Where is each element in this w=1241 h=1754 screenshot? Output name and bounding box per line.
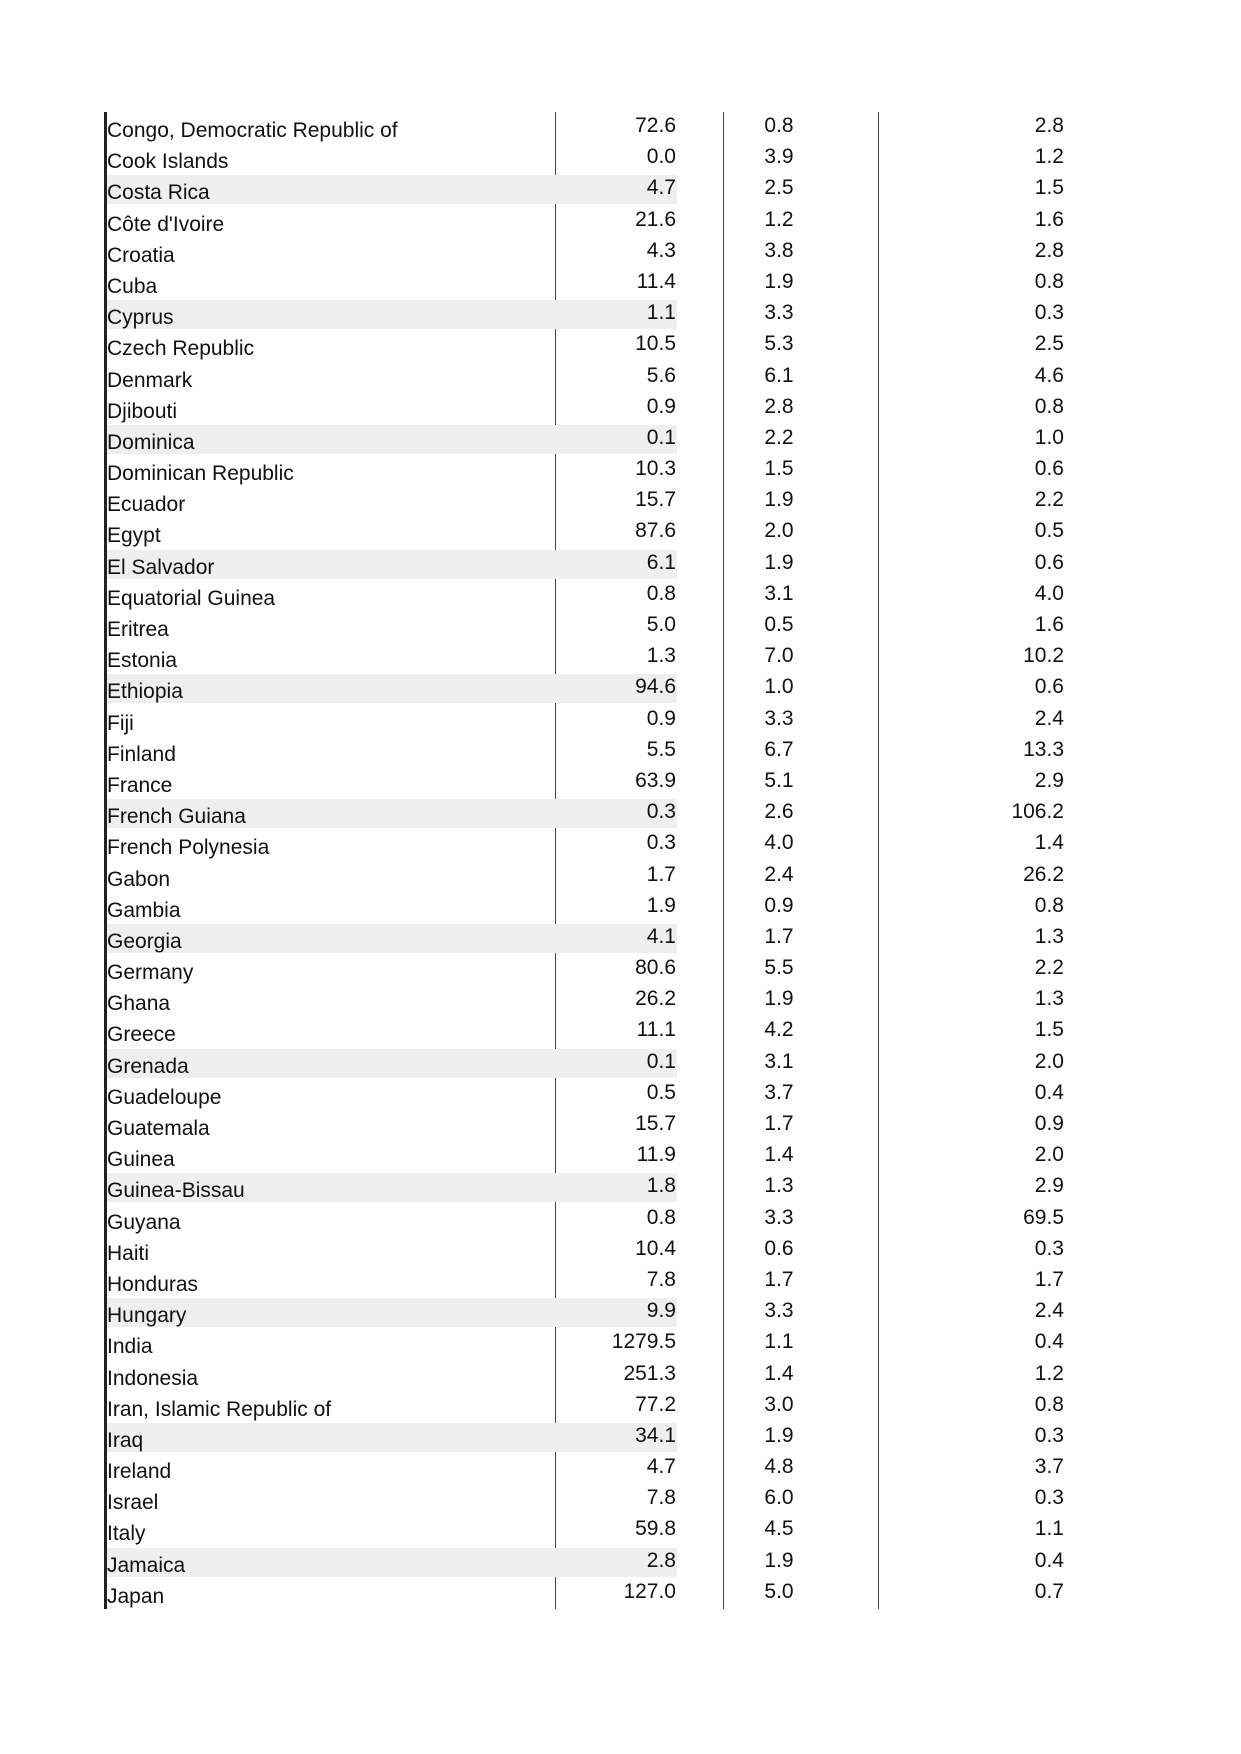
value-column-1-cell: 9.9 — [646, 1299, 676, 1323]
value-column-3-cell: 0.8 — [1034, 269, 1064, 293]
table-row — [104, 1484, 1064, 1515]
value-column-2-cell: 2.5 — [764, 176, 794, 200]
value-column-2-cell: 1.2 — [764, 207, 794, 231]
value-column-2-cell: 1.7 — [764, 924, 794, 948]
value-column-2-cell: 1.3 — [764, 1174, 794, 1198]
country-name-cell: Cyprus — [107, 306, 174, 330]
table-row — [104, 705, 1064, 736]
table-row — [104, 549, 1064, 580]
country-name-cell: Ghana — [107, 992, 171, 1016]
country-name-cell: Greece — [107, 1023, 176, 1047]
value-column-2-cell: 2.4 — [764, 862, 794, 886]
country-name-cell: Guadeloupe — [107, 1085, 222, 1109]
value-column-3-cell: 0.5 — [1034, 519, 1064, 543]
country-name-cell: Guatemala — [107, 1117, 210, 1140]
value-column-3-cell: 0.4 — [1034, 1080, 1064, 1104]
value-column-3-cell: 1.5 — [1034, 176, 1064, 200]
value-column-2-cell: 1.5 — [764, 457, 794, 481]
table-row — [104, 861, 1064, 892]
value-column-3-cell: 0.8 — [1034, 1392, 1064, 1416]
country-name-cell: Haiti — [107, 1241, 150, 1265]
value-column-3-cell: 2.8 — [1034, 114, 1064, 137]
table-row — [104, 112, 1064, 143]
table-row — [104, 1266, 1064, 1297]
value-column-2-cell: 5.0 — [764, 1579, 794, 1603]
table-row — [104, 455, 1064, 486]
value-column-1-cell: 7.8 — [646, 1486, 676, 1510]
value-column-2-cell: 3.8 — [764, 238, 794, 262]
value-column-2-cell: 1.9 — [764, 1423, 794, 1447]
value-column-3-cell: 1.1 — [1034, 1517, 1064, 1541]
country-name-cell: Czech Republic — [107, 337, 255, 361]
value-column-1-cell: 0.9 — [646, 706, 676, 730]
value-column-1-cell: 7.8 — [646, 1267, 676, 1291]
value-column-2-cell: 3.1 — [764, 581, 794, 605]
value-column-3-cell: 0.8 — [1034, 893, 1064, 917]
value-column-1-cell: 5.6 — [646, 363, 676, 387]
table-row — [104, 829, 1064, 860]
country-name-cell: Croatia — [107, 243, 175, 267]
value-column-2-cell: 2.2 — [764, 425, 794, 449]
value-column-3-cell: 106.2 — [1011, 800, 1064, 824]
country-name-cell: Costa Rica — [107, 181, 210, 205]
table-row — [104, 1141, 1064, 1172]
value-column-1-cell: 0.9 — [646, 394, 676, 418]
value-column-3-cell: 1.6 — [1034, 207, 1064, 231]
value-column-2-cell: 5.1 — [764, 768, 794, 792]
country-name-cell: Côte d'Ivoire — [107, 212, 225, 236]
country-name-cell: Congo, Democratic Republic of — [107, 119, 398, 142]
value-column-3-cell: 0.6 — [1034, 675, 1064, 699]
value-column-3-cell: 2.2 — [1034, 956, 1064, 980]
value-column-2-cell: 2.8 — [764, 394, 794, 418]
table-row — [104, 237, 1064, 268]
value-column-3-cell: 0.3 — [1034, 1486, 1064, 1510]
value-column-2-cell: 0.9 — [764, 893, 794, 917]
value-column-1-cell: 0.3 — [646, 800, 676, 824]
country-name-cell: Guinea — [107, 1148, 175, 1172]
table-row — [104, 1391, 1064, 1422]
value-column-1-cell: 5.5 — [646, 737, 676, 761]
country-name-cell: Dominica — [107, 430, 195, 454]
value-column-1-cell: 77.2 — [635, 1392, 676, 1416]
country-name-cell: French Guiana — [107, 805, 246, 829]
table-row — [104, 1235, 1064, 1266]
value-column-2-cell: 4.5 — [764, 1517, 794, 1541]
value-column-3-cell: 0.6 — [1034, 457, 1064, 481]
value-column-2-cell: 0.8 — [764, 114, 794, 137]
table-row — [104, 1422, 1064, 1453]
country-name-cell: Estonia — [107, 649, 178, 673]
value-column-2-cell: 1.9 — [764, 488, 794, 512]
value-column-2-cell: 1.9 — [764, 1548, 794, 1572]
value-column-2-cell: 7.0 — [764, 644, 794, 668]
value-column-1-cell: 0.3 — [646, 831, 676, 855]
table-row — [104, 1578, 1064, 1609]
value-column-2-cell: 6.1 — [764, 363, 794, 387]
value-column-1-cell: 15.7 — [635, 488, 676, 512]
value-column-3-cell: 0.3 — [1034, 1236, 1064, 1260]
country-name-cell: Fiji — [107, 711, 134, 735]
country-name-cell: Ecuador — [107, 493, 186, 517]
value-column-2-cell: 6.0 — [764, 1486, 794, 1510]
value-column-2-cell: 5.3 — [764, 332, 794, 356]
value-column-1-cell: 80.6 — [635, 956, 676, 980]
country-name-cell: Japan — [107, 1584, 165, 1608]
table-row — [104, 1453, 1064, 1484]
country-name-cell: Honduras — [107, 1272, 199, 1296]
value-column-1-cell: 127.0 — [623, 1579, 676, 1603]
value-column-1-cell: 6.1 — [646, 550, 676, 574]
table-row — [104, 1328, 1064, 1359]
table-row — [104, 174, 1064, 205]
value-column-2-cell: 2.6 — [764, 800, 794, 824]
table-row — [104, 1360, 1064, 1391]
country-name-cell: France — [107, 773, 173, 797]
value-column-3-cell: 1.0 — [1034, 425, 1064, 449]
value-column-3-cell: 0.3 — [1034, 301, 1064, 325]
table-row — [104, 517, 1064, 548]
table-row — [104, 299, 1064, 330]
table-row — [104, 486, 1064, 517]
table-row — [104, 767, 1064, 798]
value-column-2-cell: 3.3 — [764, 301, 794, 325]
country-name-cell: Cook Islands — [107, 150, 229, 174]
value-column-2-cell: 0.6 — [764, 1236, 794, 1260]
country-name-cell: Ireland — [107, 1460, 172, 1484]
value-column-3-cell: 0.4 — [1034, 1548, 1064, 1572]
value-column-1-cell: 4.7 — [646, 176, 676, 200]
table-row — [104, 954, 1064, 985]
table-row — [104, 1547, 1064, 1578]
table-row — [104, 1172, 1064, 1203]
value-column-1-cell: 10.4 — [635, 1236, 676, 1260]
table-row — [104, 923, 1064, 954]
country-data-table — [104, 112, 1064, 1609]
value-column-1-cell: 21.6 — [635, 207, 676, 231]
value-column-3-cell: 0.4 — [1034, 1330, 1064, 1354]
value-column-1-cell: 1279.5 — [611, 1330, 676, 1354]
value-column-1-cell: 0.5 — [646, 1080, 676, 1104]
value-column-1-cell: 1.1 — [646, 301, 676, 325]
table-row — [104, 330, 1064, 361]
country-name-cell: Egypt — [107, 524, 161, 548]
value-column-2-cell: 5.5 — [764, 956, 794, 980]
value-column-1-cell: 34.1 — [635, 1423, 676, 1447]
value-column-3-cell: 2.5 — [1034, 332, 1064, 356]
value-column-1-cell: 4.3 — [646, 238, 676, 262]
value-column-2-cell: 1.9 — [764, 269, 794, 293]
country-name-cell: Jamaica — [107, 1553, 186, 1577]
table-row — [104, 1048, 1064, 1079]
value-column-2-cell: 4.2 — [764, 1018, 794, 1042]
country-name-cell: Eritrea — [107, 618, 169, 641]
value-column-1-cell: 5.0 — [646, 613, 676, 636]
table-row — [104, 673, 1064, 704]
value-column-3-cell: 69.5 — [1023, 1205, 1064, 1229]
value-column-3-cell: 1.3 — [1034, 924, 1064, 948]
table-row — [104, 798, 1064, 829]
value-column-3-cell: 26.2 — [1023, 862, 1064, 886]
country-name-cell: Ethiopia — [107, 680, 183, 704]
value-column-2-cell: 3.3 — [764, 706, 794, 730]
table-row — [104, 362, 1064, 393]
value-column-3-cell: 1.3 — [1034, 987, 1064, 1011]
table-row — [104, 1079, 1064, 1110]
country-name-cell: Georgia — [107, 929, 182, 953]
value-column-2-cell: 1.7 — [764, 1267, 794, 1291]
value-column-3-cell: 0.7 — [1034, 1579, 1064, 1603]
country-name-cell: El Salvador — [107, 555, 215, 579]
value-column-2-cell: 0.5 — [764, 613, 794, 636]
value-column-2-cell: 1.0 — [764, 675, 794, 699]
value-column-3-cell: 3.7 — [1034, 1455, 1064, 1479]
value-column-3-cell: 1.5 — [1034, 1018, 1064, 1042]
value-column-1-cell: 10.3 — [635, 457, 676, 481]
value-column-3-cell: 2.2 — [1034, 488, 1064, 512]
value-column-1-cell: 11.1 — [636, 1018, 676, 1042]
value-column-2-cell: 1.9 — [764, 987, 794, 1011]
value-column-1-cell: 0.8 — [646, 581, 676, 605]
value-column-2-cell: 1.9 — [764, 550, 794, 574]
value-column-3-cell: 1.6 — [1034, 613, 1064, 636]
value-column-1-cell: 94.6 — [635, 675, 676, 699]
country-name-cell: Djibouti — [107, 399, 178, 423]
value-column-3-cell: 0.3 — [1034, 1423, 1064, 1447]
value-column-2-cell: 4.0 — [764, 831, 794, 855]
value-column-1-cell: 1.8 — [646, 1174, 676, 1198]
value-column-2-cell: 1.1 — [764, 1330, 794, 1354]
value-column-1-cell: 0.1 — [646, 425, 676, 449]
table-row — [104, 393, 1064, 424]
value-column-2-cell: 1.4 — [764, 1143, 794, 1167]
value-column-1-cell: 87.6 — [635, 519, 676, 543]
value-column-3-cell: 2.8 — [1034, 238, 1064, 262]
country-name-cell: Denmark — [107, 368, 193, 392]
value-column-2-cell: 1.4 — [764, 1361, 794, 1385]
value-column-1-cell: 4.1 — [646, 924, 676, 948]
table-row — [104, 1204, 1064, 1235]
value-column-1-cell: 1.9 — [646, 893, 676, 917]
value-column-2-cell: 3.0 — [764, 1392, 794, 1416]
table-row — [104, 736, 1064, 767]
value-column-2-cell: 3.1 — [764, 1049, 794, 1073]
country-name-cell: India — [107, 1335, 153, 1359]
value-column-3-cell: 2.0 — [1034, 1143, 1064, 1167]
country-name-cell: Dominican Republic — [107, 462, 294, 486]
value-column-3-cell: 2.9 — [1034, 768, 1064, 792]
value-column-3-cell: 4.0 — [1034, 581, 1064, 605]
value-column-2-cell: 6.7 — [764, 737, 794, 761]
country-name-cell: Grenada — [107, 1054, 189, 1078]
value-column-1-cell: 0.1 — [646, 1049, 676, 1073]
value-column-1-cell: 10.5 — [635, 332, 676, 356]
value-column-2-cell: 1.7 — [764, 1112, 794, 1135]
table-row — [104, 1297, 1064, 1328]
country-name-cell: Hungary — [107, 1304, 187, 1328]
value-column-3-cell: 2.4 — [1034, 706, 1064, 730]
value-column-2-cell: 3.3 — [764, 1299, 794, 1323]
value-column-1-cell: 1.7 — [646, 862, 676, 886]
value-column-1-cell: 251.3 — [623, 1361, 676, 1385]
country-name-cell: Gambia — [107, 898, 181, 922]
country-name-cell: Iran, Islamic Republic of — [107, 1397, 332, 1421]
country-name-cell: Guinea-Bissau — [107, 1179, 245, 1203]
country-name-cell: Germany — [107, 961, 194, 985]
table-row — [104, 1515, 1064, 1546]
country-name-cell: Israel — [107, 1491, 159, 1515]
table-row — [104, 424, 1064, 455]
value-column-3-cell: 2.0 — [1034, 1049, 1064, 1073]
value-column-1-cell: 0.8 — [646, 1205, 676, 1229]
country-name-cell: Finland — [107, 742, 176, 766]
country-name-cell: Guyana — [107, 1210, 181, 1234]
table-row — [104, 1110, 1064, 1141]
table-row — [104, 985, 1064, 1016]
value-column-1-cell: 63.9 — [635, 768, 676, 792]
table-row — [104, 143, 1064, 174]
table-row — [104, 268, 1064, 299]
value-column-1-cell: 59.8 — [635, 1517, 676, 1541]
value-column-3-cell: 2.9 — [1034, 1174, 1064, 1198]
value-column-2-cell: 4.8 — [764, 1455, 794, 1479]
country-name-cell: French Polynesia — [107, 836, 270, 860]
value-column-3-cell: 1.7 — [1034, 1267, 1064, 1291]
value-column-3-cell: 2.4 — [1034, 1299, 1064, 1323]
value-column-3-cell: 0.8 — [1034, 394, 1064, 418]
value-column-1-cell: 4.7 — [646, 1455, 676, 1479]
value-column-2-cell: 2.0 — [764, 519, 794, 543]
table-row — [104, 580, 1064, 611]
value-column-1-cell: 2.8 — [646, 1548, 676, 1572]
value-column-3-cell: 10.2 — [1023, 644, 1064, 668]
value-column-1-cell: 11.9 — [636, 1143, 676, 1167]
table-row — [104, 611, 1064, 642]
value-column-2-cell: 3.9 — [764, 145, 794, 169]
table-row — [104, 206, 1064, 237]
value-column-3-cell: 1.4 — [1034, 831, 1064, 855]
value-column-3-cell: 0.6 — [1034, 550, 1064, 574]
value-column-3-cell: 13.3 — [1023, 737, 1064, 761]
value-column-3-cell: 1.2 — [1034, 145, 1064, 169]
country-name-cell: Italy — [107, 1522, 146, 1546]
value-column-3-cell: 1.2 — [1034, 1361, 1064, 1385]
value-column-3-cell: 0.9 — [1034, 1112, 1064, 1135]
value-column-2-cell: 3.7 — [764, 1080, 794, 1104]
value-column-1-cell: 15.7 — [635, 1112, 676, 1135]
value-column-1-cell: 11.4 — [636, 269, 676, 293]
table-row — [104, 892, 1064, 923]
table-row — [104, 1016, 1064, 1047]
value-column-3-cell: 4.6 — [1034, 363, 1064, 387]
country-name-cell: Equatorial Guinea — [107, 586, 276, 610]
value-column-1-cell: 0.0 — [646, 145, 676, 169]
value-column-2-cell: 3.3 — [764, 1205, 794, 1229]
value-column-1-cell: 1.3 — [646, 644, 676, 668]
country-name-cell: Iraq — [107, 1428, 144, 1452]
value-column-1-cell: 26.2 — [635, 987, 676, 1011]
table-row — [104, 642, 1064, 673]
country-name-cell: Indonesia — [107, 1366, 199, 1390]
value-column-1-cell: 72.6 — [635, 114, 676, 137]
country-name-cell: Gabon — [107, 867, 171, 891]
country-name-cell: Cuba — [107, 274, 158, 298]
